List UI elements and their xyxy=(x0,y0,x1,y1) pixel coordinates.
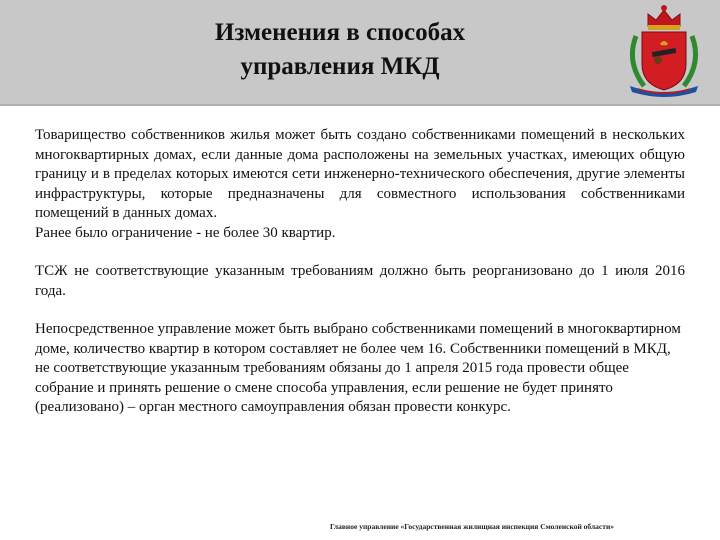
paragraph-tsj-creation: Товарищество собственников жилья может быть создано собственниками помещений в нескольких многоквартирных домах, если данные дома расположены на земельных участках, имеющих общую границу и в пределах которых имеются сети инженерно-технического обеспечения, другие элементы инфраструктуры, которые предназначены для совместного использования собственниками помещений в данных домах. xyxy=(35,127,685,221)
header-bar xyxy=(0,0,720,106)
footer-organization: Главное управление «Государственная жилищная инспекция Смоленской области» xyxy=(330,522,615,531)
coat-of-arms-icon xyxy=(618,2,710,100)
paragraph-direct-management: Непосредственное управление может быть выбрано собственниками помещений в многоквартирном доме, количество квартир в котором составляет не более чем 16. Собственники помещений в МКД, не соответствующие указанным требованиям обязаны до 1 апреля 2015 года провести общее собрание и принять решение о смене способа управления, если решение не будет принято (реализовано) – орган местного самоуправления обязан провести конкурс. xyxy=(35,321,681,415)
title-line-1: Изменения в способах xyxy=(214,19,466,46)
title-line-2: управления МКД xyxy=(240,53,440,80)
paragraph-previous-limit: Ранее было ограничение - не более 30 квартир. xyxy=(35,224,336,241)
paragraph-reorganization: ТСЖ не соответствующие указанным требованиям должно быть реорганизовано до 1 июля 2016 года. xyxy=(35,263,685,299)
main-content xyxy=(35,126,685,418)
page-title xyxy=(170,16,510,84)
